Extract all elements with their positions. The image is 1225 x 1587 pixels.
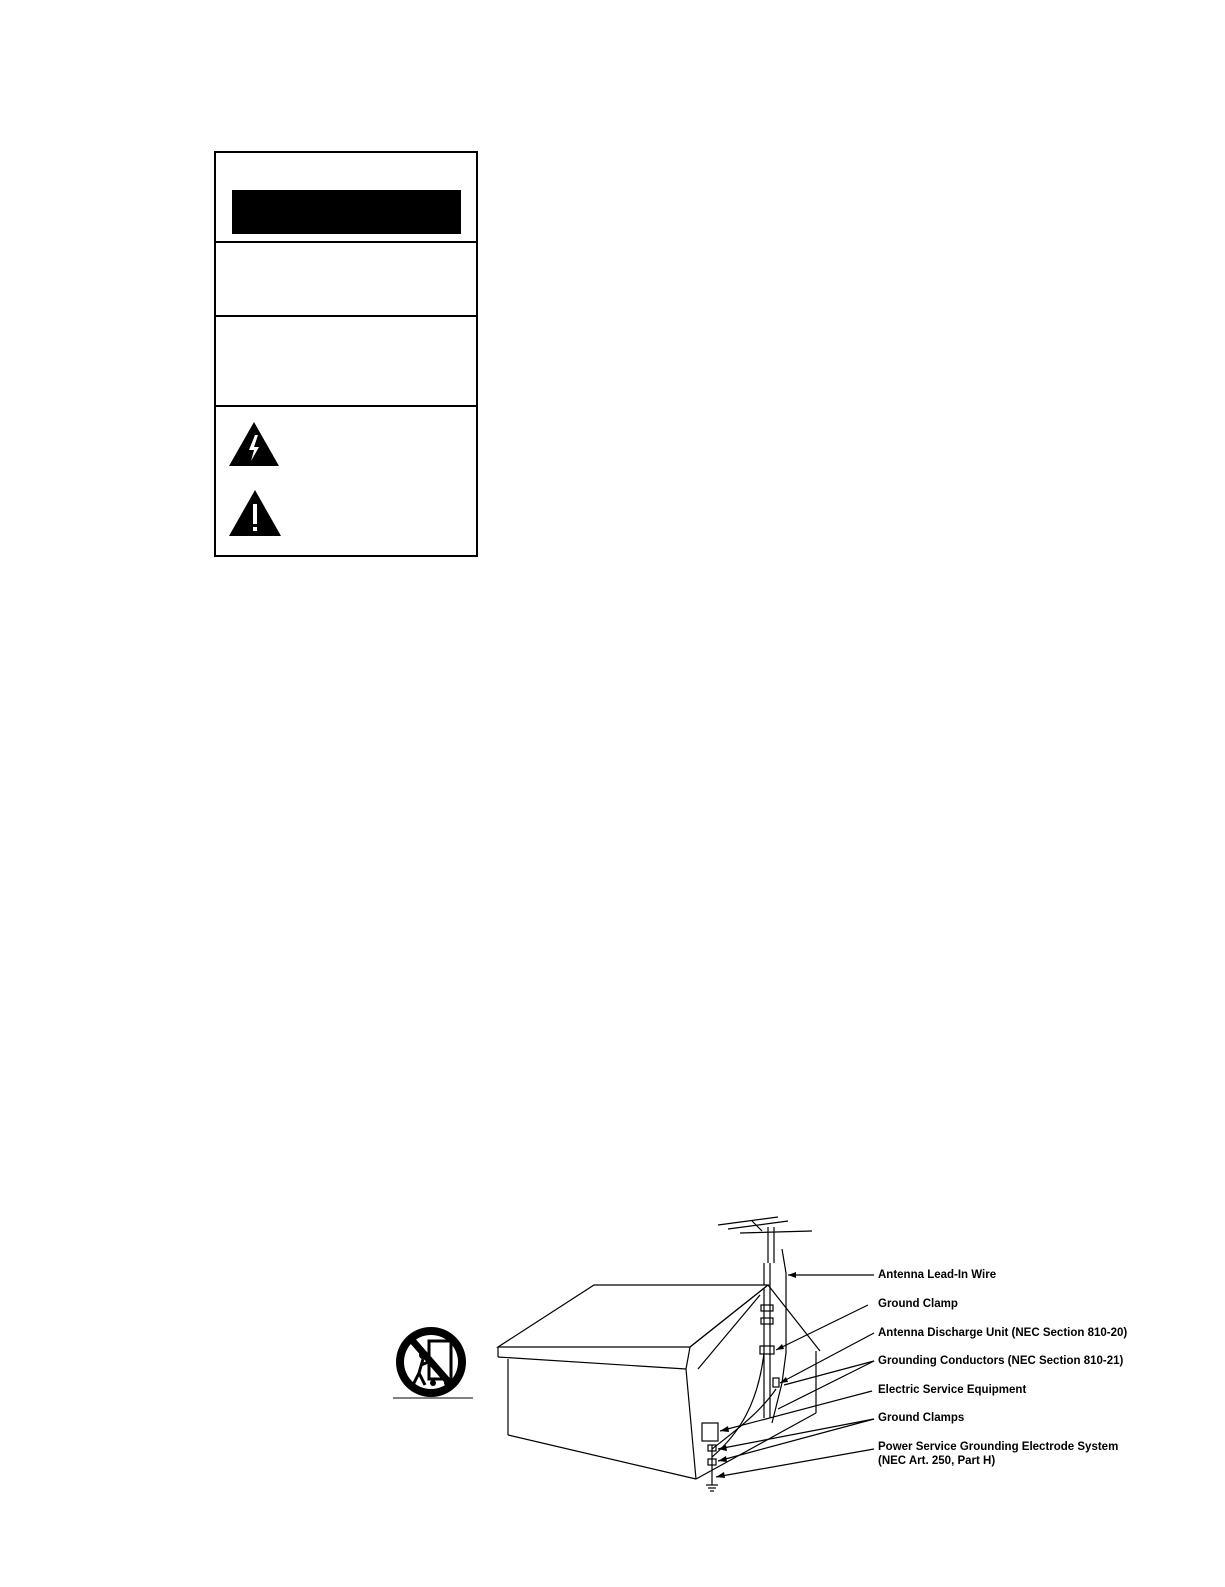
label-antenna-discharge-unit: Antenna Discharge Unit (NEC Section 810-20): [878, 1327, 1128, 1339]
label-grounding-conductors: Grounding Conductors (NEC Section 810-21): [878, 1355, 1124, 1367]
lightning-triangle-icon: [228, 421, 280, 467]
cart-warning-icon: [393, 1325, 473, 1405]
warning-section-2: [216, 243, 476, 317]
label-ground-clamp: Ground Clamp: [878, 1298, 958, 1310]
antenna-grounding-diagram: [490, 1213, 890, 1495]
label-electric-service-equipment: Electric Service Equipment: [878, 1384, 1027, 1396]
warning-box: [214, 151, 478, 557]
label-nec-art-250: (NEC Art. 250, Part H): [878, 1455, 996, 1467]
label-ground-clamps: Ground Clamps: [878, 1412, 965, 1424]
exclamation-triangle-icon: [228, 489, 282, 537]
warning-header: [216, 153, 476, 243]
label-antenna-lead-in-wire: Antenna Lead-In Wire: [878, 1269, 997, 1281]
warning-symbols-section: [216, 407, 476, 555]
label-power-service-grounding: Power Service Grounding Electrode System: [878, 1441, 1119, 1453]
warning-section-3: [216, 317, 476, 407]
warning-header-bar: [232, 190, 461, 234]
